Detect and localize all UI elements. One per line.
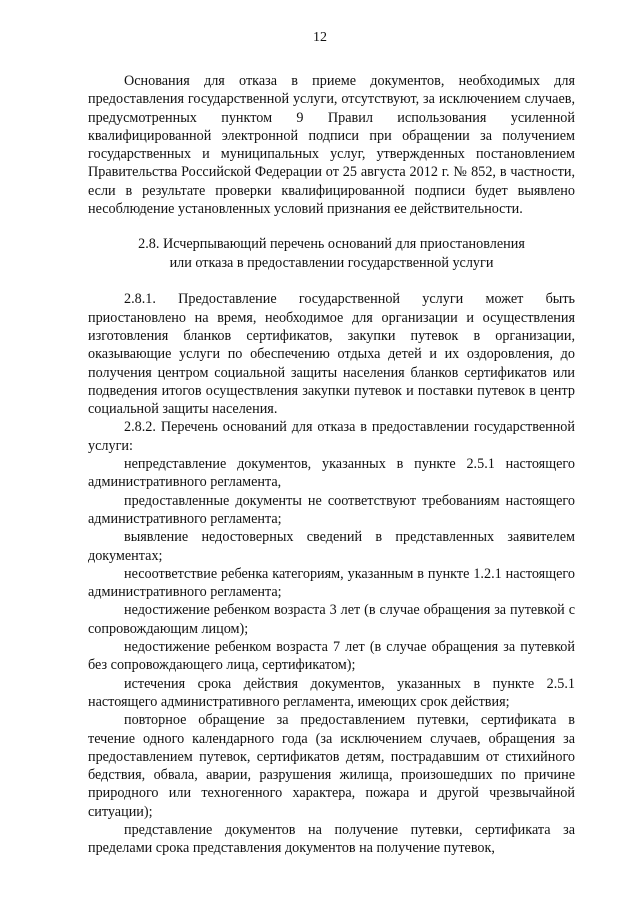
list-item: истечения срока действия документов, указанных в пункте 2.5.1 настоящего административного регламента, имеющих срок действия;	[88, 675, 575, 710]
list-item: непредставление документов, указанных в пункте 2.5.1 настоящего административного регламента,	[88, 456, 575, 491]
list-item: предоставленные документы не соответствуют требованиям настоящего административного регламента;	[88, 492, 575, 527]
document-body	[88, 72, 575, 858]
section-heading-line-1: 2.8. Исчерпывающий перечень оснований для приостановления	[138, 236, 525, 253]
paragraph-grounds-refusal-documents: Основания для отказа в приеме документов, необходимых для предоставления государственной услуги, отсутствуют, за исключением случаев, предусмотренных пунктом 9 Правил использования усиленной квалифицированной электронной подписи при обращении за получением государственных и муниципальных услуг, утвержденных постановлением Правительства Российской Федерации от 25 августа 2012 г. № 852, в частности, если в результате проверки квалифицированной подписи будет выявлено несоблюдение установленных условий признания ее действительности.	[88, 73, 575, 218]
page-number: 12	[313, 30, 327, 45]
list-item: повторное обращение за предоставлением путевки, сертификата в течение одного календарного года (за исключением случаев, обращения за предоставлением путевок, сертификатов детям, пострадавшим от стихийного бедствия, обвала, аварии, разрушения жилища, произошедших по причине природного или техногенного характера, пожара и другой чрезвычайной ситуации);	[88, 712, 575, 820]
paragraph-2-8-2: 2.8.2. Перечень оснований для отказа в предоставлении государственной услуги:	[88, 419, 575, 454]
list-item: недостижение ребенком возраста 3 лет (в случае обращения за путевкой с сопровождающим лицом);	[88, 602, 575, 637]
list-item: представление документов на получение путевки, сертификата за пределами срока представления документов на получение путевок,	[88, 821, 575, 857]
list-item: выявление недостоверных сведений в представленных заявителем документах;	[88, 529, 575, 564]
list-item: несоответствие ребенка категориям, указанным в пункте 1.2.1 настоящего административного регламента;	[88, 565, 575, 601]
paragraph-2-8-1: 2.8.1. Предоставление государственной услуги может быть приостановлено на время, необходимое для организации и осуществления изготовления бланков сертификатов, закупки путевок в организации, оказывающие услуги по обеспечению отдыха детей и их оздоровления, до получения центром социальной защиты населения бланков сертификатов или подведения итогов осуществления закупки путевок и поставки путевок в центр социальной защиты населения.	[88, 291, 575, 418]
section-heading-line-2: или отказа в предоставлении государственной услуги	[169, 255, 494, 272]
list-item: недостижение ребенком возраста 7 лет (в случае обращения за путевкой без сопровождающего лица, сертификатом);	[88, 639, 575, 674]
section-heading-2-8	[88, 235, 575, 273]
